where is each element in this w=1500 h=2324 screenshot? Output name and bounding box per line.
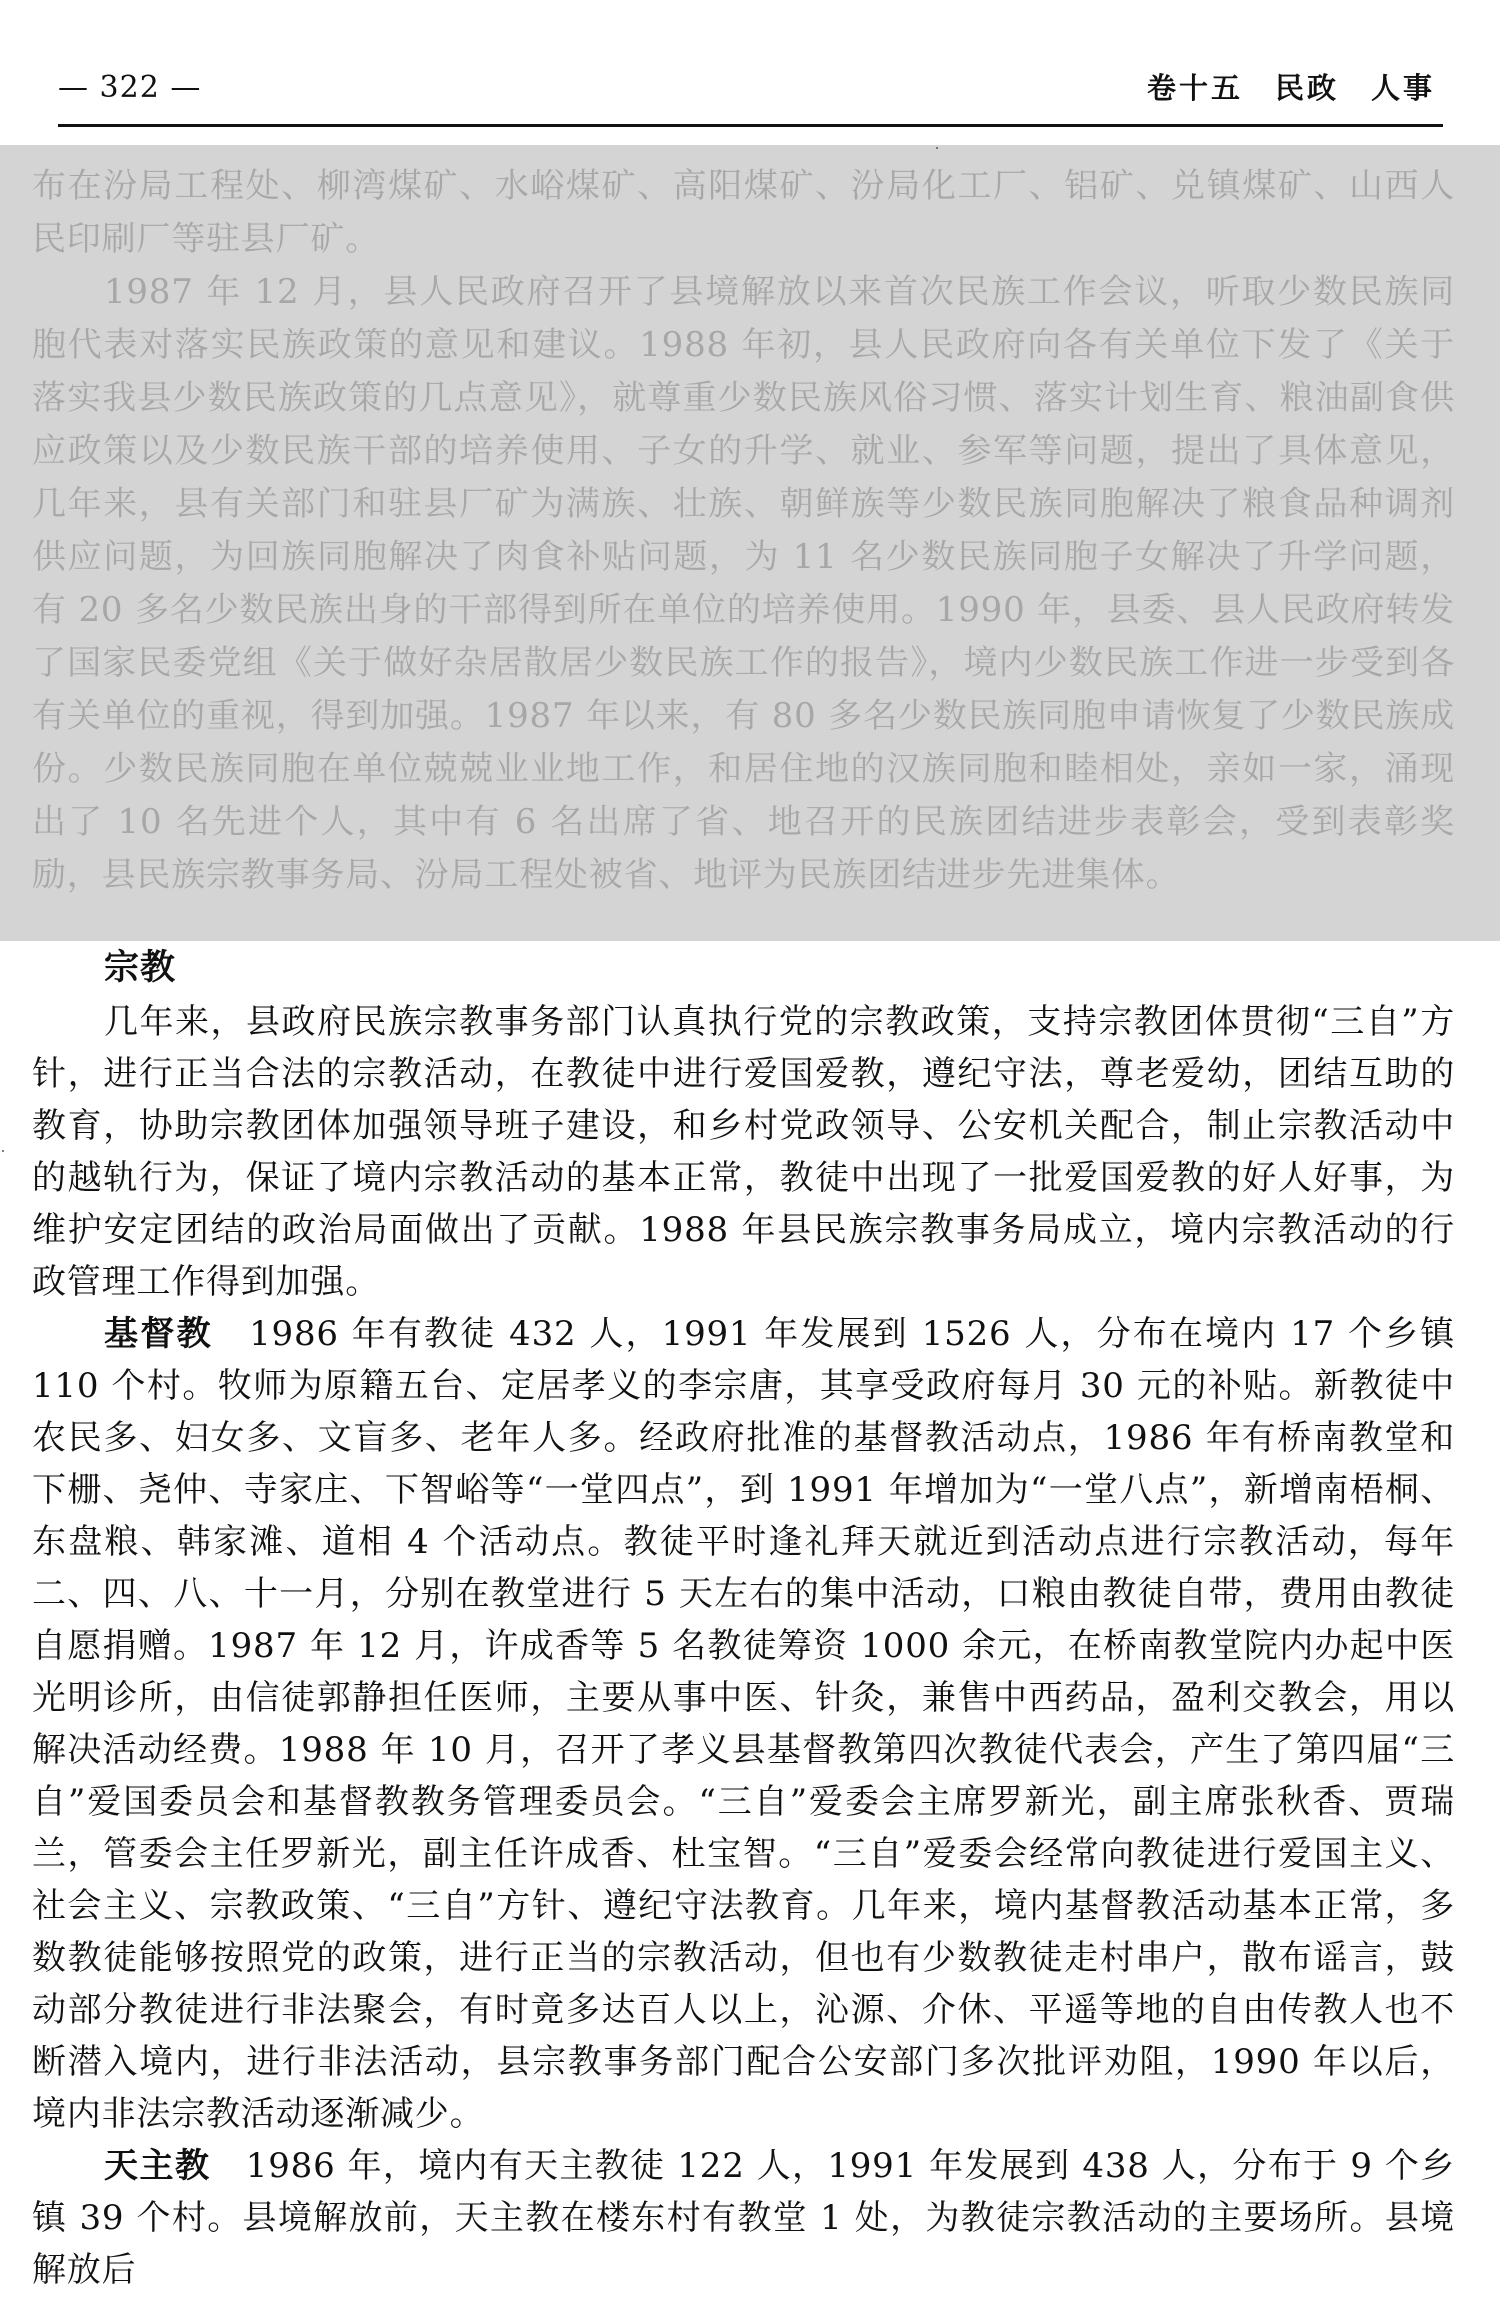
scan-dust-mark xyxy=(936,147,938,149)
catholicism-subhead: 天主教 xyxy=(104,2146,211,2186)
main-content xyxy=(32,940,1455,2296)
religion-intro-paragraph: 几年来，县政府民族宗教事务部门认真执行党的宗教政策，支持宗教团体贯彻“三自”方针，进行正当合法的宗教活动，在教徒中进行爱国爱教，遵纪守法，尊老爱幼，团结互助的教育，协助宗教团体加强领导班子建设，和乡村党政领导、公安机关配合，制止宗教活动中的越轨行为，保证了境内宗教活动的基本正常，教徒中出现了一批爱国爱教的好人好事，为维护安定团结的政治局面做出了贡献。1988 年县民族宗教事务局成立，境内宗教活动的行政管理工作得到加强。 xyxy=(32,1002,1455,1302)
catholicism-paragraph xyxy=(32,2140,1455,2296)
section-heading-religion: 宗教 xyxy=(104,947,177,988)
highlighted-paragraphs xyxy=(32,160,1455,902)
ethnic-work-paragraph: 1987 年 12 月，县人民政府召开了县境解放以来首次民族工作会议，听取少数民族同胞代表对落实民族政策的意见和建议。1988 年初，县人民政府向各有关单位下发了《关于落实我县少数民族政策的几点意见》，就尊重少数民族风俗习惯、落实计划生育、粮油副食供应政策以及少数民族干部的培养使用、子女的升学、就业、参军等问题，提出了具体意见，几年来，县有关部门和驻县厂矿为满族、壮族、朝鲜族等少数民族同胞解决了粮食品种调剂供应问题，为回族同胞解决了肉食补贴问题，为 11 名少数民族同胞子女解决了升学问题，有 20 多名少数民族出身的干部得到所在单位的培养使用。1990 年，县委、县人民政府转发了国家民委党组《关于做好杂居散居少数民族工作的报告》，境内少数民族工作进一步受到各有关单位的重视，得到加强。1987 年以来，有 80 多名少数民族同胞申请恢复了少数民族成份。少数民族同胞在单位兢兢业业地工作，和居住地的汉族同胞和睦相处，亲如一家，涌现出了 10 名先进个人，其中有 6 名出席了省、地召开的民族团结进步表彰会，受到表彰奖励，县民族宗教事务局、汾局工程处被省、地评为民族团结进步先进集体。 xyxy=(32,272,1455,895)
catholicism-text: 1986 年，境内有天主教徒 122 人，1991 年发展到 438 人，分布于 9 个乡镇 39 个村。县境解放前，天主教在楼东村有教堂 1 处，为教徒宗教活动的主要场所。县境解放后 xyxy=(32,2146,1455,2290)
christianity-paragraph xyxy=(32,1308,1455,2140)
scan-dust-mark xyxy=(2,1150,4,1152)
christianity-subhead: 基督教 xyxy=(104,1314,213,1354)
header-rule xyxy=(58,124,1443,127)
volume-title: 卷十五 民政 人事 xyxy=(1146,71,1435,105)
page-number: — 322 — xyxy=(58,70,202,105)
page-header xyxy=(58,60,1443,128)
continued-paragraph: 布在汾局工程处、柳湾煤矿、水峪煤矿、高阳煤矿、汾局化工厂、铝矿、兑镇煤矿、山西人民印刷厂等驻县厂矿。 xyxy=(32,166,1455,259)
christianity-text: 1986 年有教徒 432 人，1991 年发展到 1526 人，分布在境内 17 个乡镇 110 个村。牧师为原籍五台、定居孝义的李宗唐，其享受政府每月 30 元的补贴。新教徒中农民多、妇女多、文盲多、老年人多。经政府批准的基督教活动点，1986 年有桥南教堂和下栅、尧仲、寺家庄、下智峪等“一堂四点”，到 1991 年增加为“一堂八点”，新增南梧桐、东盘粮、韩家滩、道相 4 个活动点。教徒平时逢礼拜天就近到活动点进行宗教活动，每年二、四、八、十一月，分别在教堂进行 5 天左右的集中活动，口粮由教徒自带，费用由教徒自愿捐赠。1987 年 12 月，许成香等 5 名教徒筹资 1000 余元，在桥南教堂院内办起中医光明诊所，由信徒郭静担任医师，主要从事中医、针灸，兼售中西药品，盈利交教会，用以解决活动经费。1988 年 10 月，召开了孝义县基督教第四次教徒代表会，产生了第四届“三自”爱国委员会和基督教教务管理委员会。“三自”爱委会主席罗新光，副主席张秋香、贾瑞兰，管委会主任罗新光，副主任许成香、杜宝智。“三自”爱委会经常向教徒进行爱国主义、社会主义、宗教政策、“三自”方针、遵纪守法教育。几年来，境内基督教活动基本正常，多数教徒能够按照党的政策，进行正当的宗教活动，但也有少数教徒走村串户，散布谣言，鼓动部分教徒进行非法聚会，有时竟多达百人以上，沁源、介休、平遥等地的自由传教人也不断潜入境内，进行非法活动，县宗教事务部门配合公安部门多次批评劝阻，1990 年以后，境内非法宗教活动逐渐减少。 xyxy=(32,1314,1455,2134)
